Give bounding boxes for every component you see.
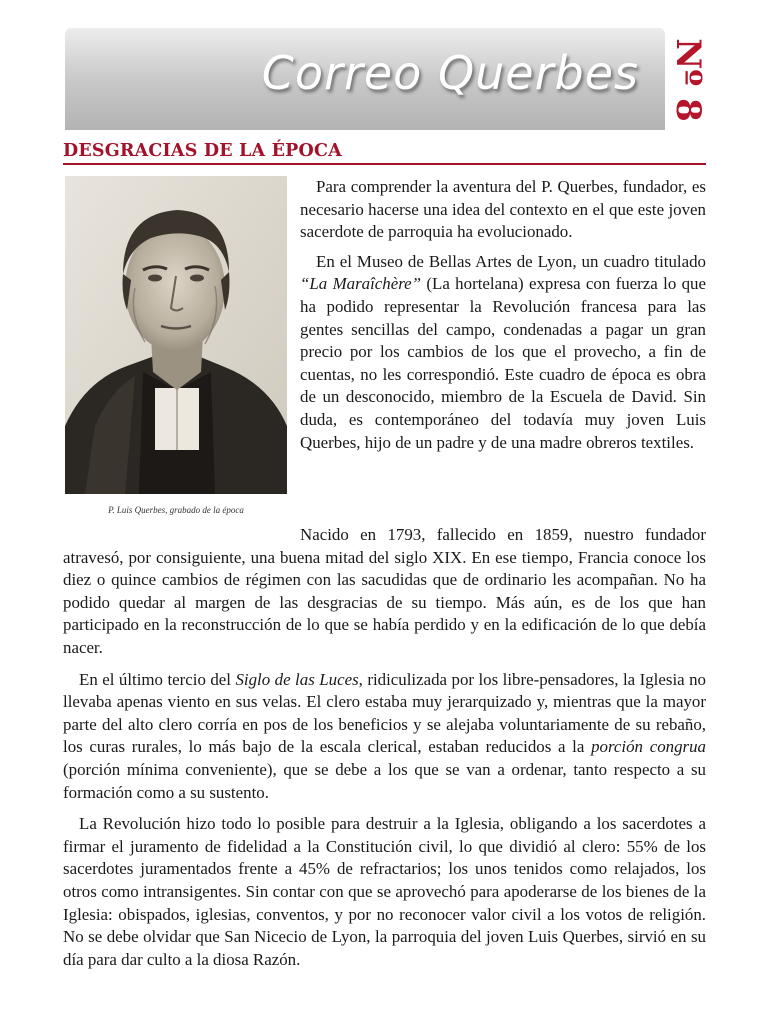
- paragraph-2-part-b: (La hortelana) expresa con fuerza lo que ha podido representar la Revolución francesa para las gentes sencillas del campo, condenadas a pagar un gran precio por los cambios de los que el provecho, a fin de cuentas, no les correspondió. Este cuadro de época es obra de un desconocido, miembro de la Escuela de David. Sin duda, es contemporáneo del todavía muy joven Luis Querbes, hijo de un padre y de una madre obreros textiles.: [300, 274, 706, 452]
- portrait-caption: P. Luis Querbes, grabado de la época: [108, 505, 244, 515]
- portrait-engraving: [65, 176, 287, 494]
- paragraph-4: [63, 669, 706, 805]
- paragraph-4-part-a: En el último tercio del: [79, 669, 236, 689]
- paragraph-4-part-b: , ridiculizada por los libre-pensadores, la Iglesia no llevaba apenas viento en sus velas. El clero estaba muy jerarquizado y, mientras que la mayor parte del alto clero corría en pos de los beneficios y se alejaba voluntariamente de su rebaño, los curas rurales, lo más bajo de la escala clerical, estaban reducidos a la: [63, 669, 706, 757]
- issue-number-box: [668, 30, 708, 130]
- paragraph-2-part-a: En el Museo de Bellas Artes de Lyon, un cuadro titulado: [316, 251, 706, 271]
- issue-number: Nº 8: [668, 38, 708, 122]
- main-column: [63, 524, 706, 971]
- paragraph-1: Para comprender la aventura del P. Querbes, fundador, es necesario hacerse una idea del contexto en el que este joven sacerdote de parroquia ha evolucionado.: [300, 177, 706, 242]
- porcion-congrua-phrase: porción congrua: [591, 737, 706, 757]
- paragraph-5: La Revolución hizo todo lo posible para destruir a la Iglesia, obligando a los sacerdotes a firmar el juramento de fidelidad a la Constitución civil, lo que dividió al clero: 55% de los sacerdotes juramentados frente a 45% de refractarios; los unos tenidos como relajados, los otros como intransigentes. Sin contar con que se aprovechó para apoderarse de los bienes de la Iglesia: obispados, iglesias, conventos, y por no reconocer valor civil a los votos de religión. No se debe olvidar que San Nicecio de Lyon, la parroquia del joven Luis Querbes, sirvió en su día para dar culto a la diosa Razón.: [63, 814, 706, 969]
- right-column: [300, 176, 706, 454]
- newsletter-title: Correo Querbes: [261, 46, 639, 100]
- portrait-figure: [65, 176, 287, 494]
- painting-title: “La Maraîchère”: [300, 274, 422, 294]
- paragraph-4-part-c: (porción mínima conveniente), que se debe a los que se van a ordenar, tanto respecto a su formación como a su sustento.: [63, 759, 706, 802]
- paragraph-2: [300, 251, 706, 454]
- paragraph-3: [63, 524, 706, 660]
- siglo-luces-phrase: Siglo de las Luces: [235, 669, 359, 689]
- section-heading: DESGRACIAS DE LA ÉPOCA: [63, 141, 706, 165]
- newsletter-banner: [65, 28, 665, 130]
- paragraph-3-text: Nacido en 1793, fallecido en 1859, nuestro fundador atravesó, por consiguiente, una buena mitad del siglo XIX. En ese tiempo, Francia conoce los diez o quince cambios de régimen con las sacudidas que de ordinario les acompañan. No ha podido quedar al margen de las desgracias de su tiempo. Más aún, es de los que han participado en la reconstrucción de lo que se había perdido y en la edificación de lo que debía nacer.: [63, 525, 706, 657]
